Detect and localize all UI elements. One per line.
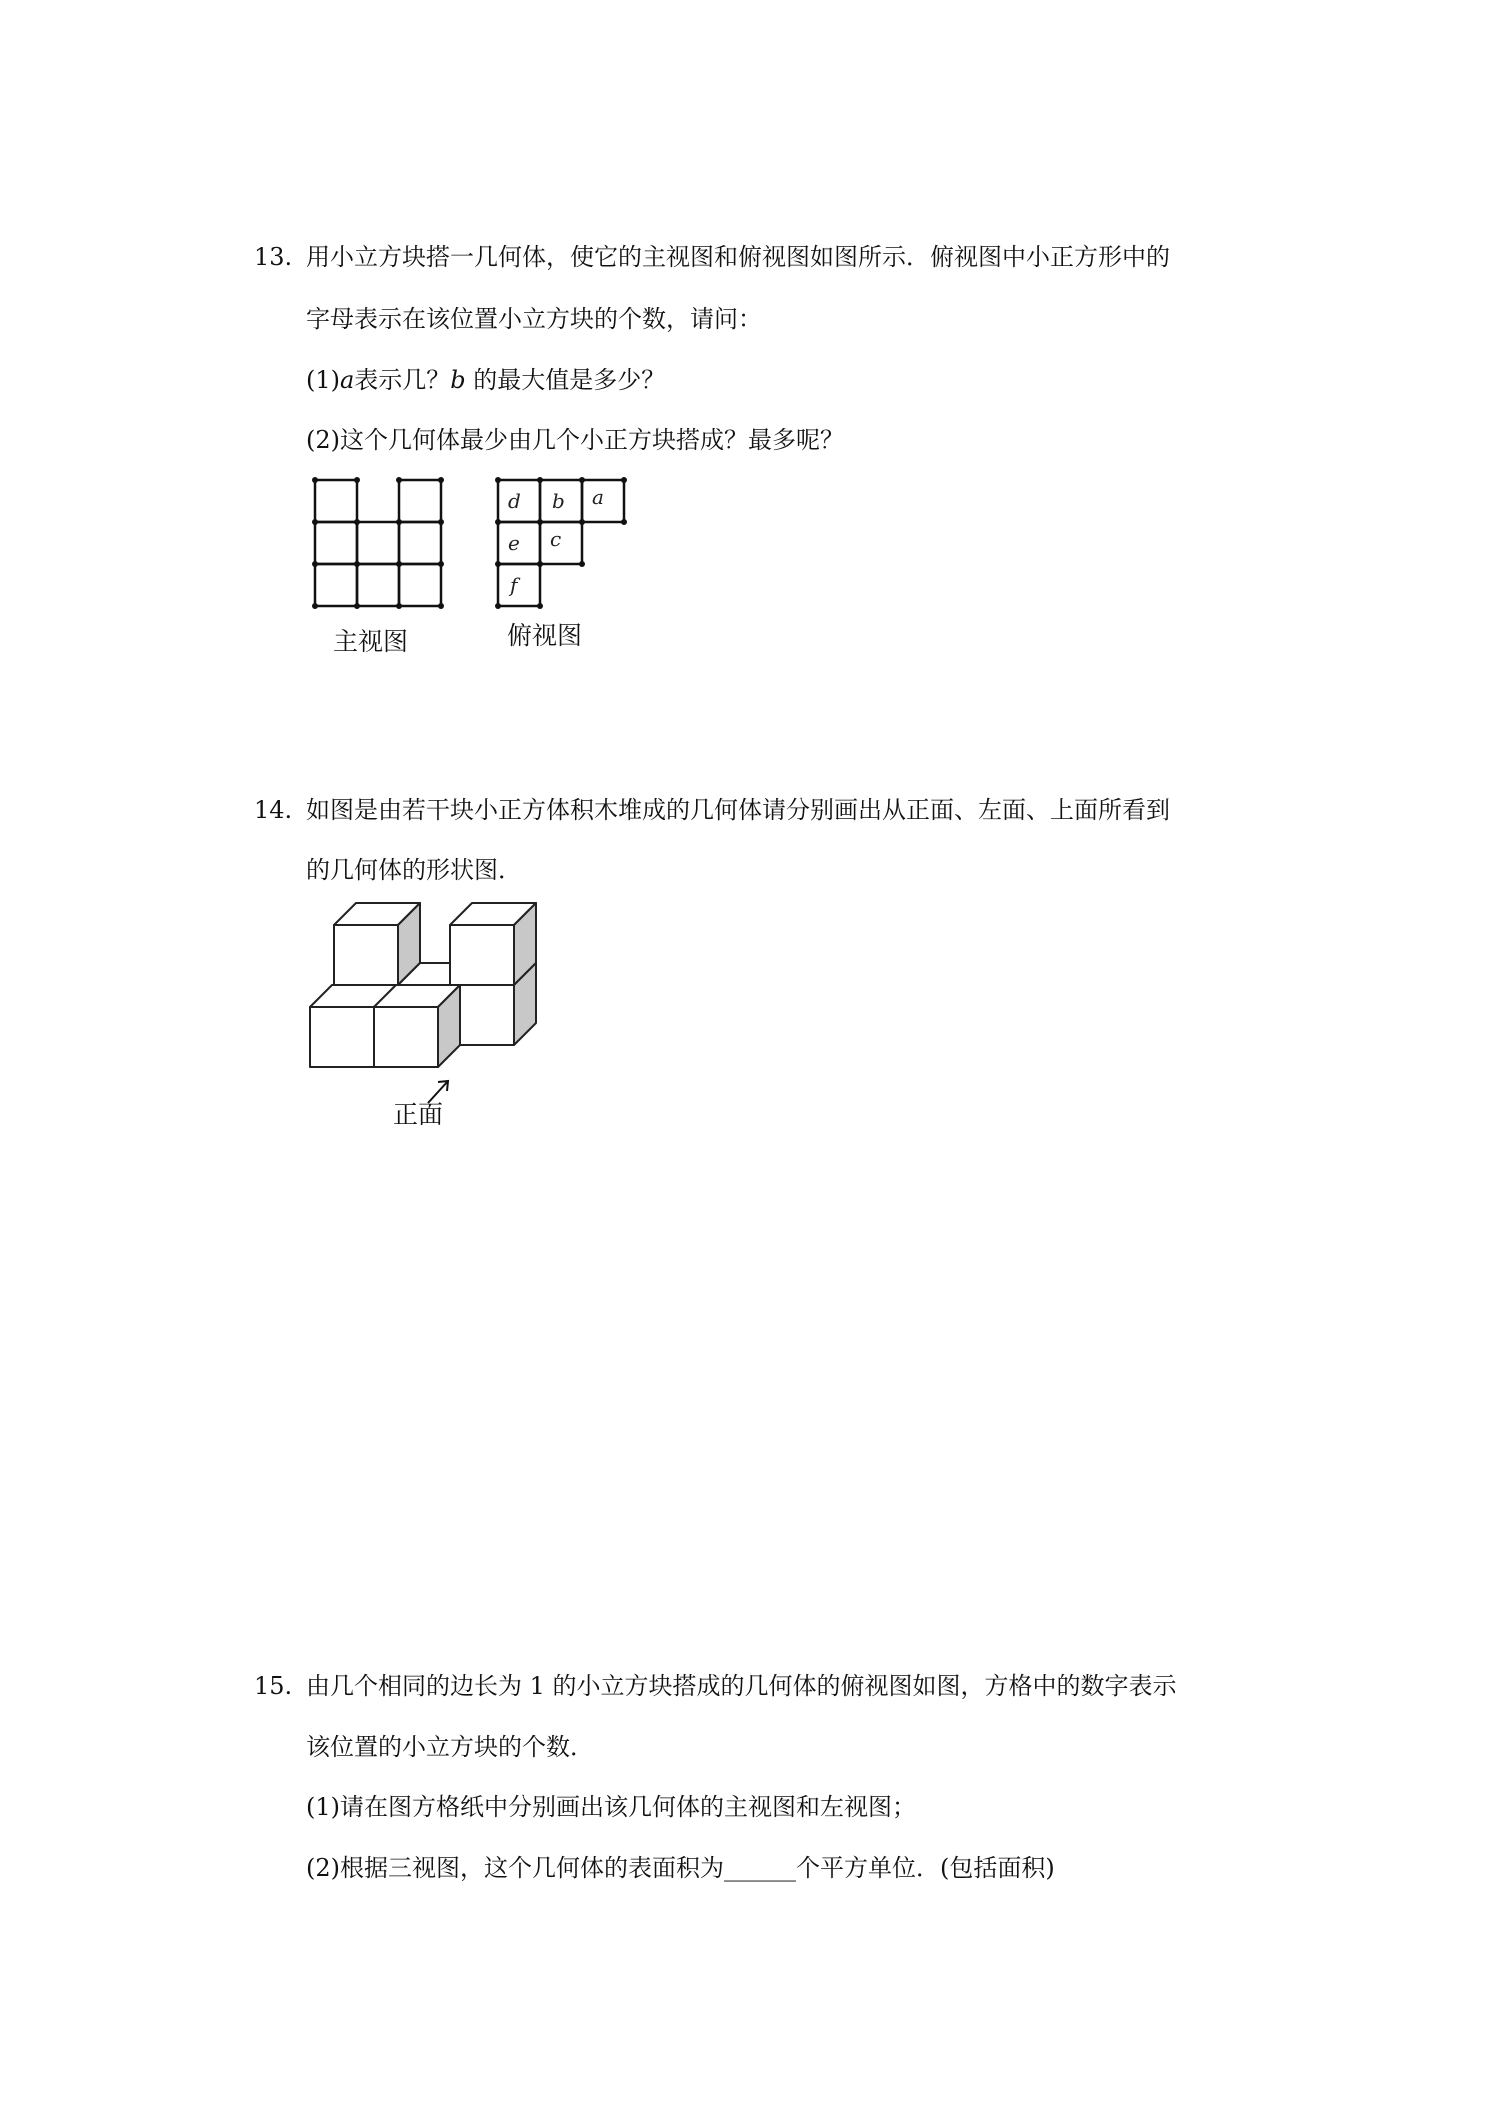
question-13-sub-2: (2)这个几何体最少由几个小正方块搭成？最多呢？ — [306, 426, 844, 454]
cube-stack-figure — [300, 895, 550, 1125]
top-view-label-e: e — [508, 531, 520, 555]
question-15-number: 15. — [254, 1672, 293, 1700]
question-14-number: 14. — [254, 796, 293, 824]
question-15-sub-2: (2)根据三视图，这个几何体的表面积为______个平方单位．(包括面积) — [306, 1854, 1055, 1882]
question-13-line-2: 字母表示在该位置小立方块的个数，请问： — [306, 305, 762, 333]
question-13-number: 13. — [254, 243, 293, 271]
question-15-sub-1: (1)请在图方格纸中分别画出该几何体的主视图和左视图； — [306, 1793, 916, 1821]
question-13-sub-1: (1)𝑎表示几？𝑏 的最大值是多少？ — [306, 366, 666, 394]
top-view-label-d: d — [508, 489, 521, 513]
top-view-figure — [490, 472, 630, 612]
top-view-label-b: b — [552, 489, 565, 513]
front-direction-caption: 正面 — [393, 1100, 444, 1129]
question-14-line-2: 的几何体的形状图． — [306, 856, 522, 884]
front-view-caption: 主视图 — [333, 627, 409, 656]
question-15-line-2: 该位置的小立方块的个数． — [306, 1733, 594, 1761]
question-13-line-1: 用小立方块搭一几何体，使它的主视图和俯视图如图所示．俯视图中小正方形中的 — [306, 243, 1170, 271]
top-view-label-a: a — [592, 485, 604, 509]
top-view-label-f: f — [510, 573, 518, 597]
question-14-line-1: 如图是由若干块小正方体积木堆成的几何体请分别画出从正面、左面、上面所看到 — [306, 796, 1170, 824]
front-view-figure — [305, 470, 445, 610]
question-15-line-1: 由几个相同的边长为 1 的小立方块搭成的几何体的俯视图如图，方格中的数字表示 — [306, 1672, 1177, 1700]
top-view-caption: 俯视图 — [507, 621, 583, 650]
top-view-label-c: c — [550, 527, 562, 551]
